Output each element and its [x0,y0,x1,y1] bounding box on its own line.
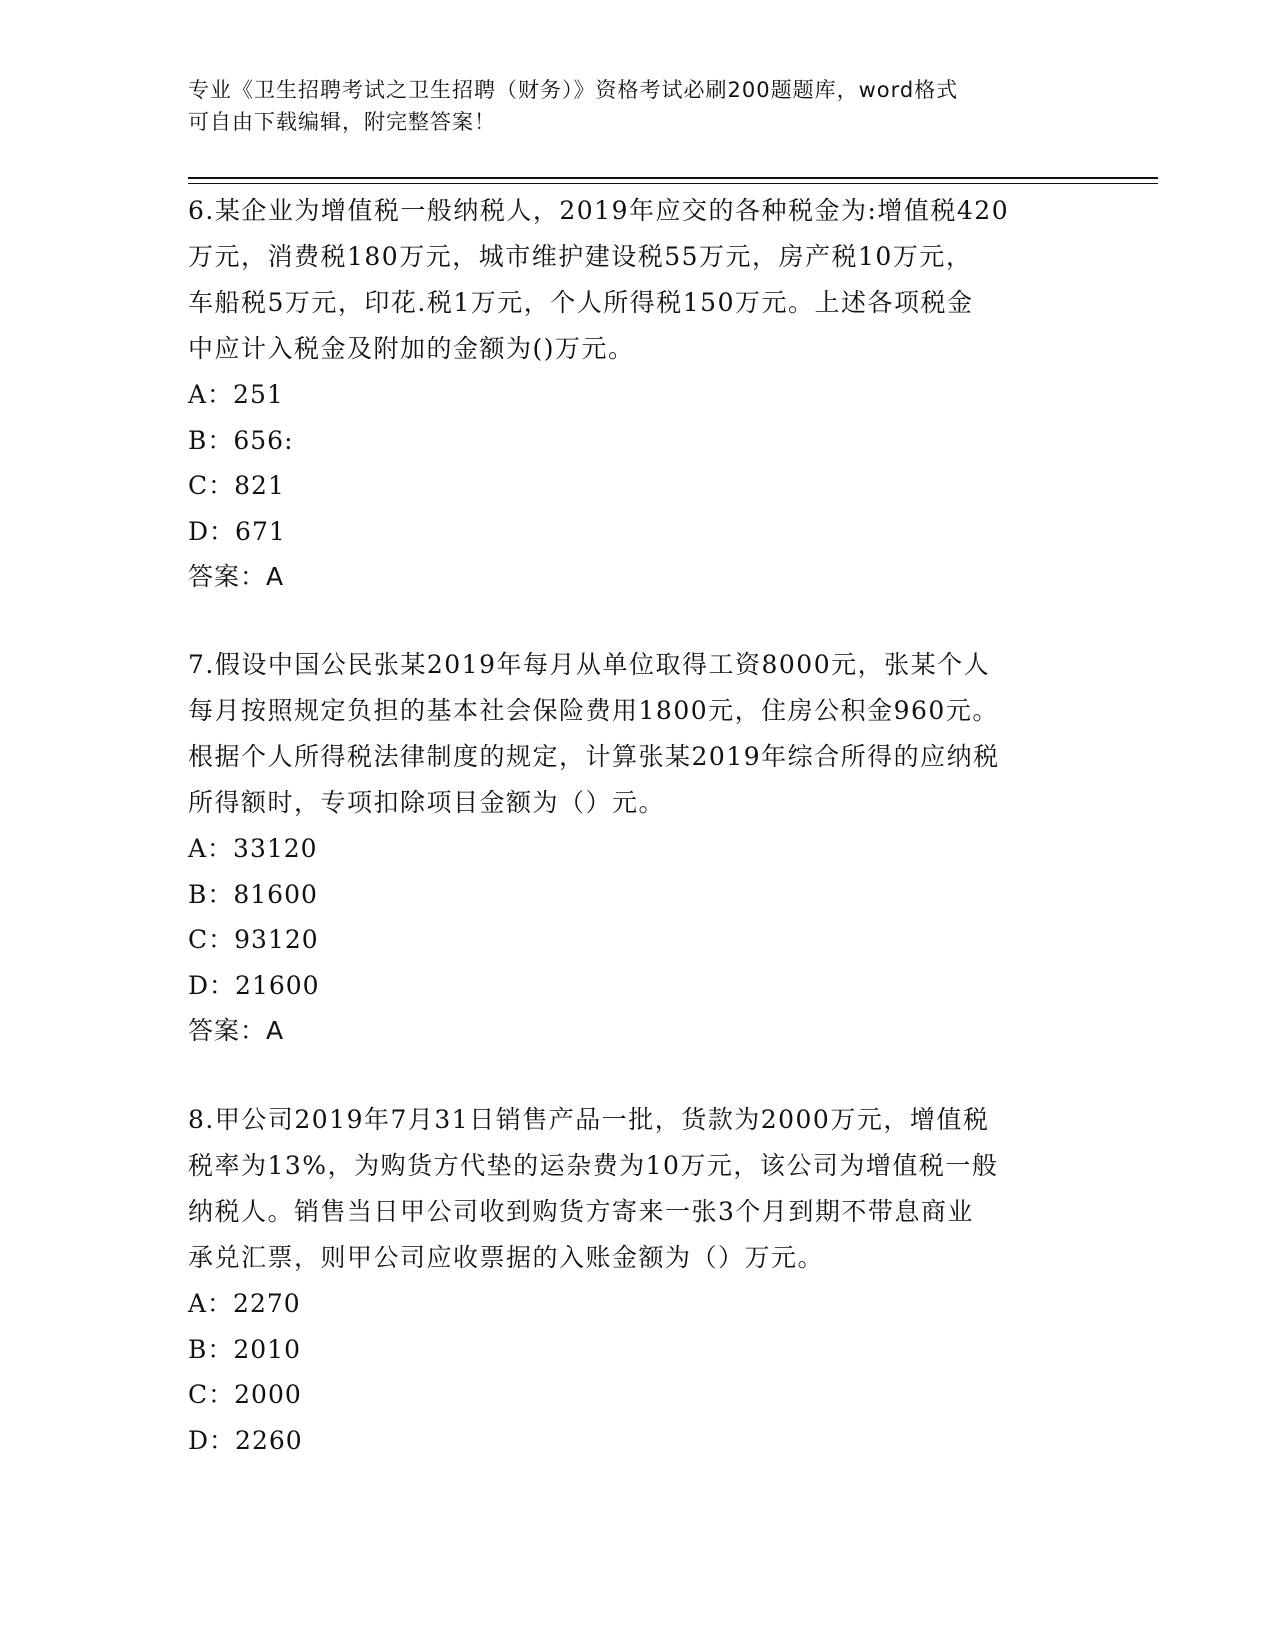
header-rule-thick [188,177,1158,179]
question-line: 6.某企业为增值税一般纳税人，2019年应交的各种税金为:增值税420 [188,196,1010,225]
option-c: C：2000 [188,1380,302,1409]
question-7 [188,642,1068,1054]
question-line: 承兑汇票，则甲公司应收票据的入账金额为（）万元。 [188,1243,825,1272]
option-c: C：93120 [188,925,319,954]
question-line: 纳税人。销售当日甲公司收到购货方寄来一张3个月到期不带息商业 [188,1197,974,1226]
option-d: D：21600 [188,970,320,1000]
question-line: 中应计入税金及附加的金额为()万元。 [188,334,635,363]
option-a: A：33120 [188,834,318,863]
question-line: 7.假设中国公民张某2019年每月从单位取得工资8000元，张某个人 [188,650,991,679]
option-a: A：251 [188,380,284,409]
question-line: 每月按照规定负担的基本社会保险费用1800元，住房公积金960元。 [188,696,999,725]
question-line: 万元，消费税180万元，城市维护建设税55万元，房产税10万元， [188,242,973,271]
option-d: D：671 [188,516,286,546]
question-line: 所得额时，专项扣除项目金额为（）元。 [188,788,666,817]
option-b: B：656: [188,425,294,455]
answer-line: 答案：A [188,562,285,591]
option-b: B：2010 [188,1334,301,1364]
option-d: D：2260 [188,1425,303,1455]
document-header [188,74,1078,138]
question-6 [188,188,1068,600]
question-8 [188,1097,1068,1463]
question-line: 税率为13%，为购货方代垫的运杂费为10万元，该公司为增值税一般 [188,1151,999,1180]
option-b: B：81600 [188,879,318,909]
question-line: 8.甲公司2019年7月31日销售产品一批，货款为2000万元，增值税 [188,1105,990,1134]
answer-line: 答案：A [188,1016,285,1045]
header-line-2: 可自由下载编辑，附完整答案！ [188,110,496,134]
option-a: A：2270 [188,1289,301,1318]
question-line: 根据个人所得税法律制度的规定，计算张某2019年综合所得的应纳税 [188,742,1000,771]
option-c: C：821 [188,471,285,500]
header-line-1: 专业《卫生招聘考试之卫生招聘（财务）》资格考试必刷200题题库，word格式 [188,78,959,102]
question-line: 车船税5万元，印花.税1万元，个人所得税150万元。上述各项税金 [188,288,974,317]
header-rule-thin [188,183,1158,184]
